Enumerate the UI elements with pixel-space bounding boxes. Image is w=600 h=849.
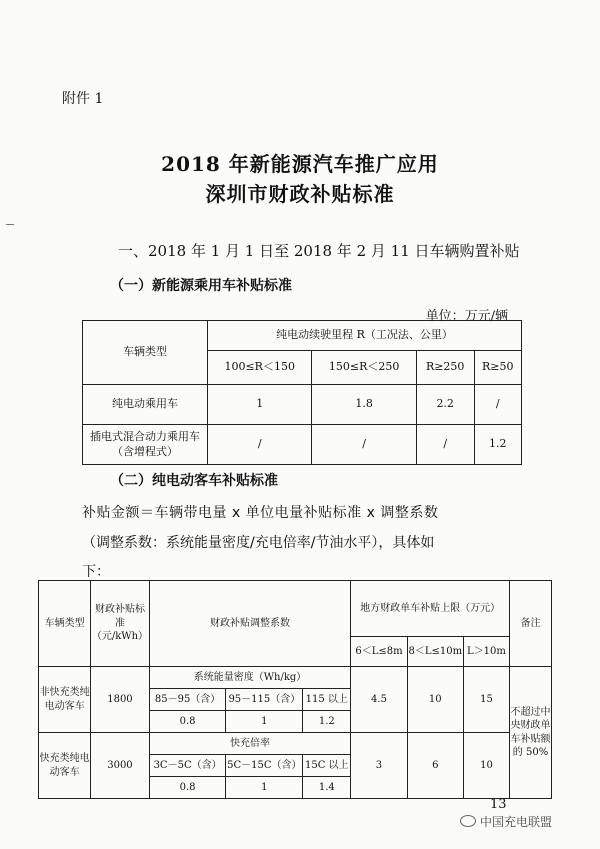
table-cell: 3C－5C（含） <box>149 755 226 777</box>
table-cell: 1.2 <box>474 425 521 465</box>
table-cell: 0.8 <box>149 711 226 733</box>
table-cell: 插电式混合动力乘用车（含增程式） <box>83 425 208 465</box>
table-row <box>83 425 522 465</box>
table-cell: 3000 <box>91 733 150 799</box>
table-cell: 纯电动乘用车 <box>83 385 208 425</box>
table-cell: 1 <box>208 385 312 425</box>
table-header: 8＜L≤10m <box>407 637 463 667</box>
unit-label: 单位：万元/辆 <box>425 309 508 324</box>
table-cell: 1.8 <box>312 385 416 425</box>
table-header: 财政补贴标准（元/kWh） <box>91 581 150 667</box>
table-cell: 0.8 <box>149 777 226 799</box>
table-header: 车辆类型 <box>39 581 91 667</box>
table-header: R≥50 <box>474 351 521 385</box>
table-cell: / <box>474 385 521 425</box>
table-cell: 1.4 <box>303 777 351 799</box>
bus-subsidy-table <box>38 580 552 799</box>
table-header: 6＜L≤8m <box>351 637 407 667</box>
table-cell: 15 <box>463 667 509 733</box>
title-line-2: 深圳市财政补贴标准 <box>205 182 395 206</box>
table-cell: 10 <box>407 667 463 733</box>
table-cell: 1 <box>226 711 303 733</box>
table-header: 纯电动续驶里程 R（工况法、公里） <box>208 321 522 351</box>
table-cell: 1800 <box>91 667 150 733</box>
table-header: 财政补贴调整系数 <box>149 581 351 667</box>
passenger-subsidy-table <box>82 320 522 465</box>
attachment-label: 附件 1 <box>62 91 104 107</box>
table-cell: 快充倍率 <box>149 733 351 755</box>
table-header: 备注 <box>510 581 552 667</box>
wechat-icon <box>460 815 476 827</box>
table-cell: 不超过中央财政单车补贴额的 50% <box>510 667 552 799</box>
table-row <box>83 385 522 425</box>
table-cell: 10 <box>463 733 509 799</box>
page-number: 13 <box>490 797 507 812</box>
table-header: 150≤R＜250 <box>312 351 416 385</box>
binding-mark <box>6 224 14 225</box>
table-header: 地方财政单车补贴上限（万元） <box>351 581 510 637</box>
table-cell: 15C 以上 <box>303 755 351 777</box>
note-text-line-2: 下： <box>82 564 110 580</box>
table-cell: 系统能量密度（Wh/kg） <box>149 667 351 689</box>
subsection-heading-1: （一）新能源乘用车补贴标准 <box>110 278 292 294</box>
watermark-text: 中国充电联盟 <box>480 815 553 829</box>
section-heading: 一、2018 年 1 月 1 日至 2018 年 2 月 11 日车辆购置补贴 <box>118 242 520 260</box>
table-cell: 85－95（含） <box>149 689 226 711</box>
table-cell: 3 <box>351 733 407 799</box>
table-header: 100≤R＜150 <box>208 351 312 385</box>
table-cell: 95－115（含） <box>226 689 303 711</box>
title-line-1: 2018 年新能源汽车推广应用 <box>161 152 439 176</box>
table-cell: / <box>416 425 474 465</box>
table-cell: 6 <box>407 733 463 799</box>
table-row <box>39 667 552 689</box>
table-cell: 非快充类纯电动客车 <box>39 667 91 733</box>
table-header: 车辆类型 <box>83 321 208 385</box>
subsection-heading-2: （二）纯电动客车补贴标准 <box>110 473 278 489</box>
table-cell: 115 以上 <box>303 689 351 711</box>
table-cell: 快充类纯电动客车 <box>39 733 91 799</box>
table-cell: 1 <box>226 777 303 799</box>
table-cell: / <box>312 425 416 465</box>
table-cell: 1.2 <box>303 711 351 733</box>
table-header: R≥250 <box>416 351 474 385</box>
table-cell: 5C－15C（含） <box>226 755 303 777</box>
table-cell: 2.2 <box>416 385 474 425</box>
table-cell: / <box>208 425 312 465</box>
table-row <box>39 733 552 755</box>
note-text-line-1: （调整系数：系统能量密度/充电倍率/节油水平），具体如 <box>82 535 435 551</box>
table-header: L＞10m <box>463 637 509 667</box>
formula-text: 补贴金额＝车辆带电量 x 单位电量补贴标准 x 调整系数 <box>82 505 439 521</box>
watermark <box>460 813 552 830</box>
table-cell: 4.5 <box>351 667 407 733</box>
